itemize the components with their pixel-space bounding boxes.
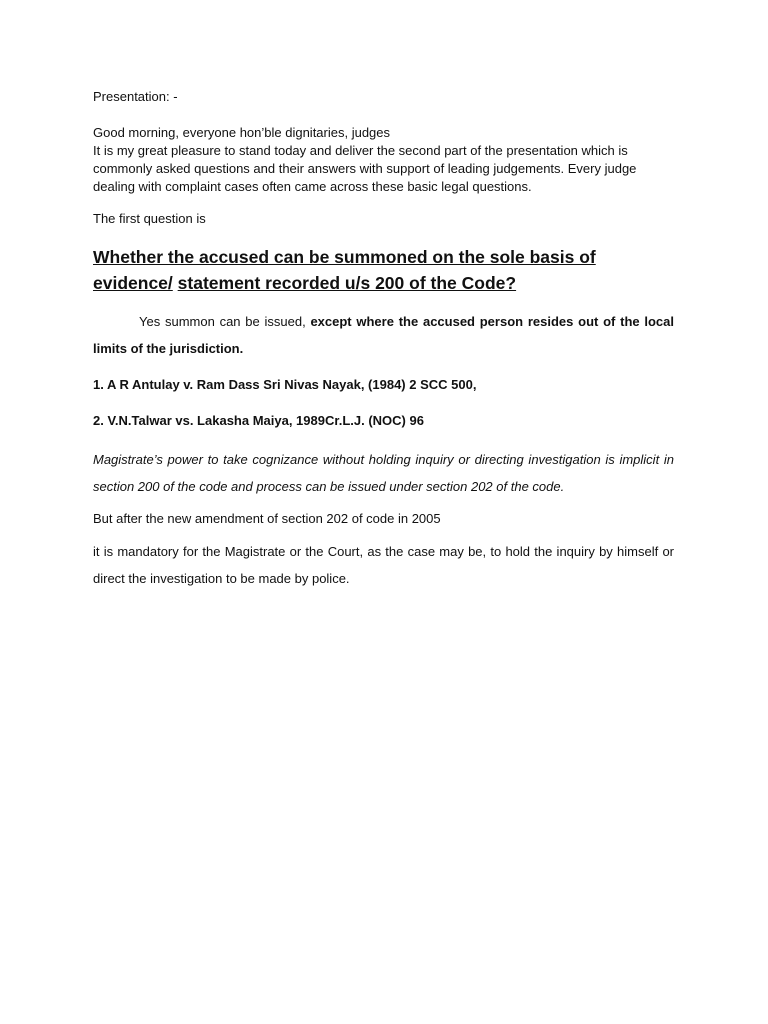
mandatory-paragraph: it is mandatory for the Magistrate or the Court, as the case may be, to hold the inquiry by himself or direct the investigation to be made by police. (93, 544, 674, 586)
answer-bold: except where the accused person resides out of the local limits of the jurisdiction. (93, 314, 674, 356)
answer-paragraph (93, 308, 674, 362)
case-citation-2: 2. V.N.Talwar vs. Lakasha Maiya, 1989Cr.L.J. (NOC) 96 (93, 413, 424, 428)
question-part-3: statement recorded u/s 200 of the Code? (177, 273, 517, 293)
question-part-2: evidence/ (93, 273, 173, 293)
intro-paragraph: It is my great pleasure to stand today and deliver the second part of the presentation which is commonly asked questions and their answers with support of leading judgements. Every judge dealing with complaint cases often came across these basic legal questions. (93, 143, 637, 194)
presentation-heading: Presentation: - (93, 89, 178, 104)
case-citation-1: 1. A R Antulay v. Ram Dass Sri Nivas Nayak, (1984) 2 SCC 500, (93, 377, 477, 392)
amendment-line: But after the new amendment of section 202 of code in 2005 (93, 511, 441, 526)
answer-plain: Yes summon can be issued, (139, 314, 311, 329)
document-page (93, 88, 674, 592)
magistrate-power-paragraph: Magistrate’s power to take cognizance without holding inquiry or directing investigation is implicit in section 200 of the code and process can be issued under section 202 of the code. (93, 452, 674, 494)
question-heading (93, 244, 674, 296)
first-question-label: The first question is (93, 211, 206, 226)
question-part-1: Whether the accused can be summoned on the sole basis of (93, 247, 596, 267)
greeting-line: Good morning, everyone hon’ble dignitaries, judges (93, 125, 391, 140)
